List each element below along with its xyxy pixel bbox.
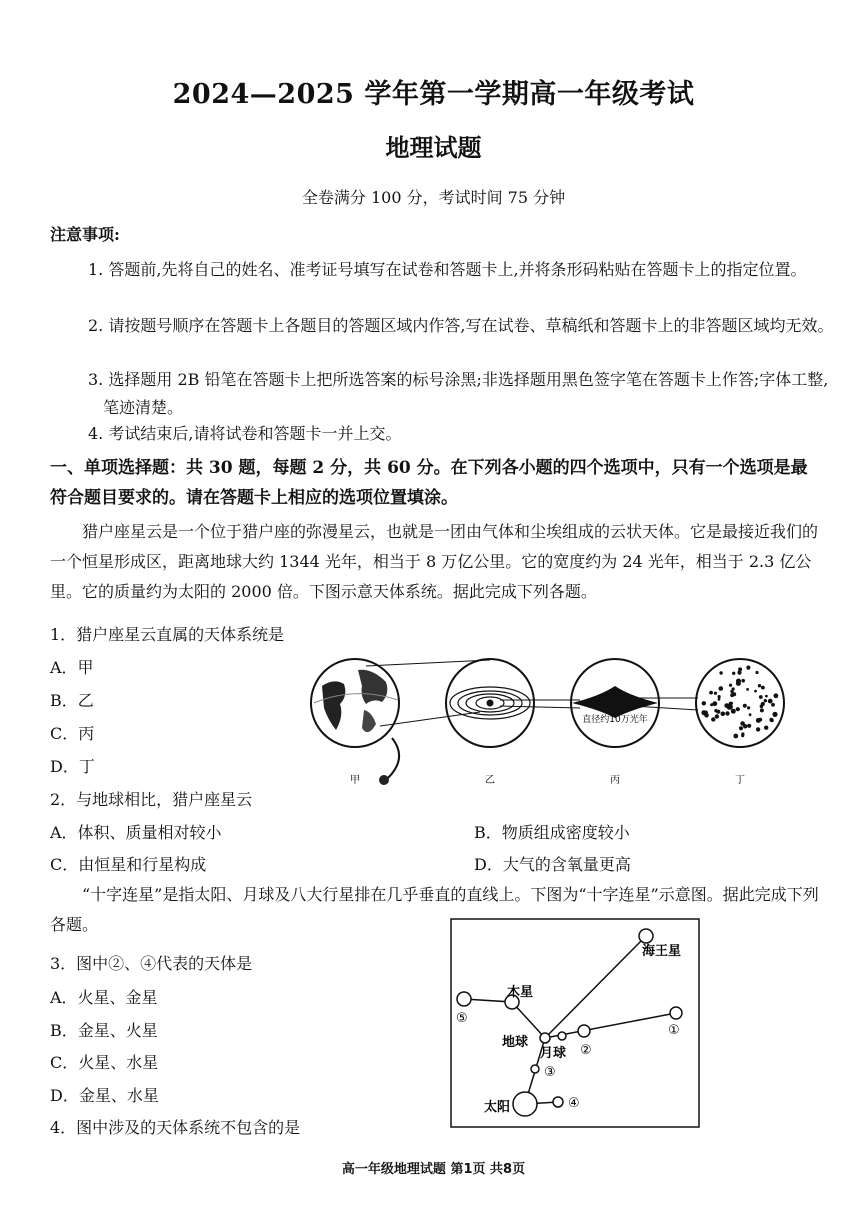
label-neptune: 海王星 <box>642 944 682 959</box>
notes-heading: 注意事项: <box>50 225 120 244</box>
passage-planet-alignment: “十字连星”是指太阳、月球及八大行星排在几乎垂直的直线上。下图为“十字连星”示意图。据此完成下列各题。 <box>50 885 819 934</box>
label-bing: 丙 <box>610 775 620 786</box>
subject-title: 地理试题 <box>385 133 482 162</box>
label-sun: 太阳 <box>484 1100 511 1115</box>
galaxy-dot <box>733 734 738 739</box>
q3-option-a: A．火星、金星 <box>50 988 158 1007</box>
galaxy-dot <box>729 684 732 687</box>
question-4-stem: 4．图中涉及的天体系统不包含的是 <box>50 1118 301 1137</box>
galaxy-dot <box>774 693 779 698</box>
label-3: ③ <box>544 1065 556 1080</box>
q3-option-b: B．金星、火星 <box>50 1021 158 1040</box>
q1-option-c: C．丙 <box>50 724 95 743</box>
galaxy-dot <box>741 734 744 737</box>
galaxy-dot <box>716 710 720 714</box>
label-yi: 乙 <box>485 775 495 786</box>
note-item: 1. 答题前,先将自己的姓名、准考证号填写在试卷和答题卡上,并将条形码粘贴在答题卡上的指定位置。 <box>88 260 807 279</box>
galaxy-dot <box>711 717 715 721</box>
label-2: ② <box>580 1043 592 1058</box>
galaxy-dot <box>704 713 709 718</box>
label-jia: 甲 <box>350 775 360 786</box>
galaxy-dot <box>738 667 742 671</box>
galaxy-dot <box>760 708 764 712</box>
galaxy-dot <box>761 686 765 690</box>
galaxy-dot <box>740 721 745 726</box>
label-earth: 地球 <box>502 1035 529 1050</box>
planet-4-body <box>553 1097 563 1107</box>
q1-option-a: A．甲 <box>50 658 94 677</box>
moon-body <box>558 1032 566 1040</box>
galaxy-dot <box>764 726 768 730</box>
galaxy-dot <box>714 692 717 695</box>
exam-info: 全卷满分 100 分，考试时间 75 分钟 <box>301 188 566 207</box>
galaxy-dot <box>725 711 729 715</box>
planet-5-body <box>457 992 471 1006</box>
q2-option-a: A．体积、质量相对较小 <box>50 823 222 842</box>
note-item: 3. 选择题用 2B 铅笔在答题卡上把所选答案的标号涂黑;非选择题用黑色签字笔在答题卡上作答;字体工整,笔迹清楚。 <box>88 370 829 417</box>
note-item: 4. 考试结束后,请将试卷和答题卡一并上交。 <box>88 424 402 443</box>
galaxy-dot <box>756 727 760 731</box>
label-5: ⑤ <box>456 1011 468 1026</box>
galaxy-dot <box>709 691 713 695</box>
neptune-body <box>639 929 653 943</box>
passage-orion: 猎户座星云是一个位于猎户座的弥漫星云，也就是一团由气体和尘埃组成的云状天体。它是最接近我们的一个恒星形成区，距离地球大约 1344 光年，相当于 8 万亿公里。它的宽度约为 24 光年，相当于 2.3 亿公里。它的质量约为太阳的 2000 倍。下图示意天体系统。据此完成下列各题。 <box>50 522 819 601</box>
galaxy-dot <box>741 679 745 683</box>
galaxy-dot <box>736 707 740 711</box>
galaxy-dot <box>719 686 724 691</box>
question-1-stem: 1．猎户座星云直属的天体系统是 <box>50 625 285 644</box>
q3-option-d: D．金星、水星 <box>50 1086 159 1105</box>
q2-option-c: C．由恒星和行星构成 <box>50 855 207 874</box>
q2-option-b: B．物质组成密度较小 <box>474 823 630 842</box>
galaxy-dot <box>769 700 772 703</box>
sun-body <box>513 1092 537 1116</box>
galaxy-dot <box>758 718 762 722</box>
galaxy-dot <box>765 695 768 698</box>
galaxy-dot <box>712 701 717 706</box>
question-3-stem: 3．图中②、④代表的天体是 <box>50 954 253 973</box>
exam-title: 2024—2025 学年第一学期高一年级考试 <box>172 79 695 110</box>
label-ding: 丁 <box>735 775 745 786</box>
galaxy-dot <box>739 726 743 730</box>
galaxy-dot <box>761 702 765 706</box>
galaxy-dot <box>730 693 734 697</box>
galaxy-dot <box>764 699 767 702</box>
planet-2-body <box>578 1025 590 1037</box>
galaxy-dot <box>759 695 763 699</box>
page-footer: 高一年级地理试题 第1页 共8页 <box>341 1162 526 1177</box>
solar-system-circle <box>446 659 534 747</box>
planet-3-body <box>531 1065 539 1073</box>
galaxy-dot <box>718 695 721 698</box>
planet-alignment-figure <box>450 918 700 1128</box>
q3-option-c: C．火星、水星 <box>50 1053 159 1072</box>
question-2-stem: 2．与地球相比，猎户座星云 <box>50 790 253 809</box>
q1-option-d: D．丁 <box>50 757 95 776</box>
note-item: 2. 请按题号顺序在答题卡上各题目的答题区域内作答,写在试卷、草稿纸和答题卡上的非答题区域均无效。 <box>88 316 834 335</box>
galaxy-dot <box>746 666 750 670</box>
galaxy-dot <box>772 712 777 717</box>
galaxy-dot <box>747 706 750 709</box>
universe-circle <box>696 659 784 747</box>
galaxy-dot <box>721 712 726 717</box>
galaxy-dot <box>719 671 722 674</box>
galaxy-dot <box>715 714 719 718</box>
label-moon: 月球 <box>540 1046 567 1061</box>
celestial-systems-figure <box>300 648 800 788</box>
galaxy-diameter-label: 直径约10万光年 <box>582 715 648 725</box>
galaxy-dot <box>731 709 736 714</box>
planet-1-body <box>670 1007 682 1019</box>
milky-way-circle <box>571 659 659 747</box>
galaxy-dot <box>736 679 741 684</box>
galaxy-dot <box>732 672 735 675</box>
label-jupiter: 木星 <box>507 985 534 1000</box>
galaxy-dot <box>771 703 775 707</box>
galaxy-dot <box>749 713 752 716</box>
label-4: ④ <box>568 1096 580 1111</box>
galaxy-dot <box>758 684 761 687</box>
galaxy-dot <box>746 688 749 691</box>
section-heading: 一、单项选择题：共 30 题，每题 2 分，共 60 分。在下列各小题的四个选项中，只有一个选项是最符合题目要求的。请在答题卡上相应的选项位置填涂。 <box>50 458 808 508</box>
galaxy-dot <box>747 724 751 728</box>
q2-option-d: D．大气的含氧量更高 <box>474 855 631 874</box>
galaxy-dot <box>732 687 735 690</box>
galaxy-dot <box>702 701 706 705</box>
earth-body <box>540 1033 550 1043</box>
q1-option-b: B．乙 <box>50 691 94 710</box>
label-1: ① <box>668 1023 680 1038</box>
earth-system-circle <box>311 659 399 785</box>
galaxy-dot <box>770 719 773 722</box>
galaxy-dot <box>743 704 747 708</box>
galaxy-dot <box>754 690 757 693</box>
galaxy-dot <box>755 671 758 674</box>
galaxy-dot <box>728 704 733 709</box>
galaxy-dot <box>718 698 721 701</box>
